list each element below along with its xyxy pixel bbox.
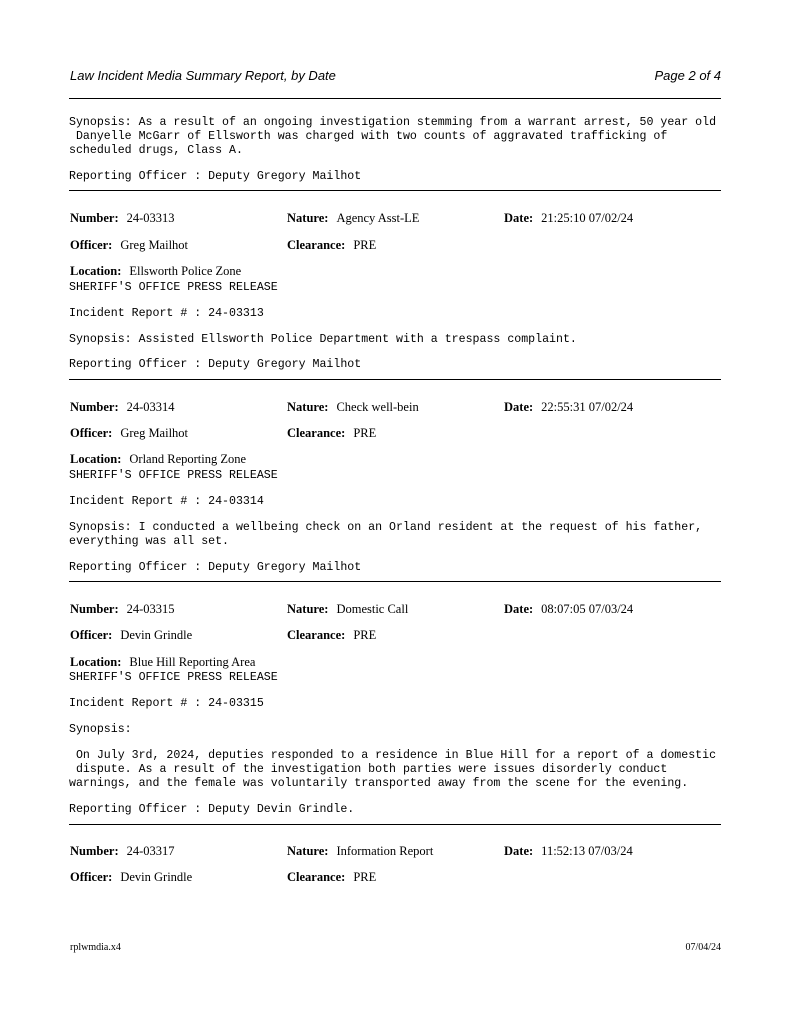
incident-clearance: PRE xyxy=(353,628,377,642)
incident-nature: Domestic Call xyxy=(336,602,409,616)
date-label: Date: xyxy=(504,400,534,414)
incident-nature-field xyxy=(287,602,408,617)
synopsis-line: warnings, and the female was voluntarily transported away from the scene for the evening. xyxy=(69,777,689,790)
synopsis-line: Synopsis: I conducted a wellbeing check on an Orland resident at the request of his father, xyxy=(69,521,703,534)
incident-number: 24-03314 xyxy=(126,400,175,414)
incident-date: 11:52:13 07/03/24 xyxy=(541,844,633,858)
incident-clearance-field xyxy=(287,238,376,253)
incident-date: 08:07:05 07/03/24 xyxy=(541,602,634,616)
incident-officer-field xyxy=(70,870,192,885)
clearance-label: Clearance: xyxy=(287,426,346,440)
nature-label: Nature: xyxy=(287,844,329,858)
number-label: Number: xyxy=(70,211,119,225)
continuation-synopsis-line: Synopsis: As a result of an ongoing investigation stemming from a warrant arrest, 50 year old xyxy=(69,116,717,129)
incident-date-field xyxy=(504,602,633,617)
section-rule xyxy=(69,824,721,825)
incident-officer: Greg Mailhot xyxy=(120,426,189,440)
press-release-line: SHERIFF'S OFFICE PRESS RELEASE xyxy=(69,671,278,684)
incident-number-field xyxy=(70,211,175,226)
incident-officer-field xyxy=(70,426,188,441)
incident-clearance-field xyxy=(287,628,376,643)
nature-label: Nature: xyxy=(287,211,329,225)
location-label: Location: xyxy=(70,452,122,466)
section-rule xyxy=(69,581,721,582)
continuation-synopsis-line: scheduled drugs, Class A. xyxy=(69,144,243,157)
incident-officer-field xyxy=(70,628,192,643)
incident-nature: Agency Asst-LE xyxy=(336,211,420,225)
incident-number: 24-03315 xyxy=(126,602,175,616)
incident-clearance: PRE xyxy=(353,870,377,884)
incident-clearance-field xyxy=(287,426,376,441)
incident-date: 21:25:10 07/02/24 xyxy=(541,211,634,225)
incident-location-field xyxy=(70,264,241,279)
number-label: Number: xyxy=(70,400,119,414)
nature-label: Nature: xyxy=(287,400,329,414)
continuation-reporting-officer: Reporting Officer : Deputy Gregory Mailhot xyxy=(69,170,362,183)
incident-location: Orland Reporting Zone xyxy=(129,452,247,466)
incident-location-field xyxy=(70,655,255,670)
incident-date-field xyxy=(504,400,633,415)
incident-number: 24-03313 xyxy=(126,211,175,225)
incident-number-field xyxy=(70,844,175,859)
reporting-officer-line: Reporting Officer : Deputy Gregory Mailhot xyxy=(69,358,362,371)
incident-nature: Information Report xyxy=(336,844,434,858)
incident-number-field xyxy=(70,602,175,617)
incident-clearance: PRE xyxy=(353,238,377,252)
footer-print-date: 07/04/24 xyxy=(685,942,721,953)
incident-officer: Devin Grindle xyxy=(120,870,193,884)
incident-clearance: PRE xyxy=(353,426,377,440)
header-rule xyxy=(69,98,721,99)
officer-label: Officer: xyxy=(70,238,113,252)
number-label: Number: xyxy=(70,602,119,616)
number-label: Number: xyxy=(70,844,119,858)
synopsis-line: everything was all set. xyxy=(69,535,230,548)
incident-clearance-field xyxy=(287,870,376,885)
reporting-officer-line: Reporting Officer : Deputy Gregory Mailhot xyxy=(69,561,362,574)
clearance-label: Clearance: xyxy=(287,238,346,252)
nature-label: Nature: xyxy=(287,602,329,616)
location-label: Location: xyxy=(70,264,122,278)
continuation-synopsis-line: Danyelle McGarr of Ellsworth was charged with two counts of aggravated trafficking of xyxy=(69,130,668,143)
clearance-label: Clearance: xyxy=(287,870,346,884)
synopsis-line: On July 3rd, 2024, deputies responded to a residence in Blue Hill for a report of a domestic xyxy=(69,749,717,762)
clearance-label: Clearance: xyxy=(287,628,346,642)
incident-nature: Check well-bein xyxy=(336,400,419,414)
incident-location-field xyxy=(70,452,246,467)
section-rule xyxy=(69,190,721,191)
incident-nature-field xyxy=(287,400,419,415)
location-label: Location: xyxy=(70,655,122,669)
incident-report-line: Incident Report # : 24-03314 xyxy=(69,495,264,508)
date-label: Date: xyxy=(504,211,534,225)
press-release-line: SHERIFF'S OFFICE PRESS RELEASE xyxy=(69,469,278,482)
incident-report-line: Incident Report # : 24-03313 xyxy=(69,307,264,320)
report-title: Law Incident Media Summary Report, by Date xyxy=(70,68,336,83)
incident-officer: Greg Mailhot xyxy=(120,238,189,252)
synopsis-label: Synopsis: xyxy=(69,723,132,736)
incident-number-field xyxy=(70,400,175,415)
incident-nature-field xyxy=(287,211,419,226)
incident-location: Ellsworth Police Zone xyxy=(129,264,242,278)
page-number: Page 2 of 4 xyxy=(654,68,721,83)
synopsis-line: Synopsis: Assisted Ellsworth Police Department with a trespass complaint. xyxy=(69,333,577,346)
press-release-line: SHERIFF'S OFFICE PRESS RELEASE xyxy=(69,281,278,294)
incident-date: 22:55:31 07/02/24 xyxy=(541,400,634,414)
officer-label: Officer: xyxy=(70,628,113,642)
incident-report-line: Incident Report # : 24-03315 xyxy=(69,697,264,710)
incident-date-field xyxy=(504,844,633,859)
incident-officer: Devin Grindle xyxy=(120,628,193,642)
reporting-officer-line: Reporting Officer : Deputy Devin Grindle. xyxy=(69,803,355,816)
section-rule xyxy=(69,379,721,380)
incident-date-field xyxy=(504,211,633,226)
incident-nature-field xyxy=(287,844,433,859)
officer-label: Officer: xyxy=(70,870,113,884)
incident-location: Blue Hill Reporting Area xyxy=(129,655,256,669)
incident-number: 24-03317 xyxy=(126,844,175,858)
footer-report-code: rplwmdia.x4 xyxy=(70,942,121,953)
incident-officer-field xyxy=(70,238,188,253)
officer-label: Officer: xyxy=(70,426,113,440)
synopsis-line: dispute. As a result of the investigation both parties were issues disorderly conduct xyxy=(69,763,668,776)
date-label: Date: xyxy=(504,844,534,858)
date-label: Date: xyxy=(504,602,534,616)
